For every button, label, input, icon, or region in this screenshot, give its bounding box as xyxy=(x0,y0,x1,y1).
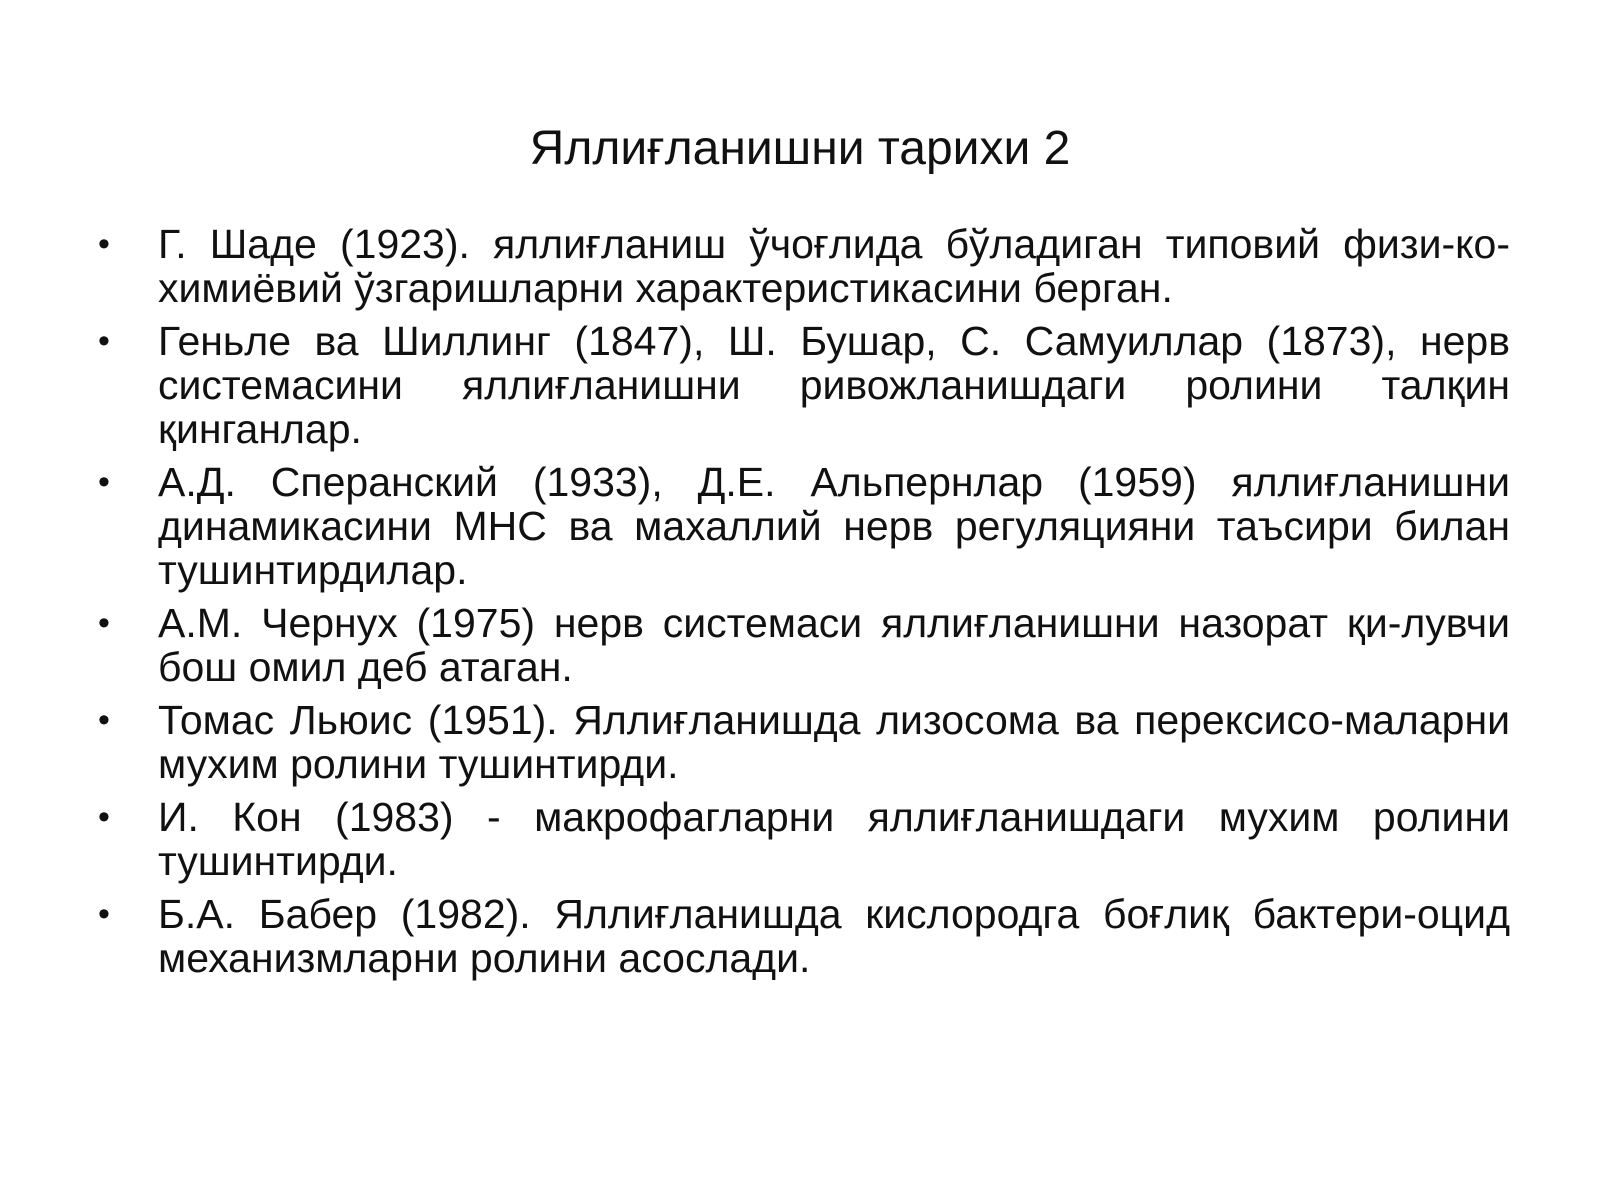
list-item xyxy=(96,460,1510,592)
list-item-text: Геньле ва Шиллинг (1847), Ш. Бушар, С. Самуиллар (1873), нерв системасини яллиғланишни ривожланишдаги ролини талқин қинганлар. xyxy=(158,318,1510,452)
list-item-text: И. Кон (1983) - макрофагларни яллиғланишдаги мухим ролини тушинтирди. xyxy=(158,794,1510,884)
list-item xyxy=(96,601,1510,689)
bullet-icon: • xyxy=(98,895,110,933)
bullet-icon: • xyxy=(98,604,110,642)
slide-title: Яллиғланишни тарихи 2 xyxy=(529,122,1071,175)
bullet-icon: • xyxy=(98,225,110,263)
list-item-text: Г. Шаде (1923). яллиғланиш ўчоғлида бўладиган типовий физи-ко-химиёвий ўзгаришларни характеристикасини берган. xyxy=(158,221,1510,311)
bullet-icon: • xyxy=(98,463,110,501)
bullet-list xyxy=(96,222,1510,989)
list-item-text: Б.А. Бабер (1982). Яллиғланишда кислородга боғлиқ бактери-оцид механизмларни ролини асослади. xyxy=(158,891,1510,981)
list-item xyxy=(96,222,1510,310)
list-item xyxy=(96,319,1510,451)
list-item-text: А.М. Чернух (1975) нерв системаси яллиғланишни назорат қи-лувчи бош омил деб атаган. xyxy=(158,600,1510,690)
list-item xyxy=(96,698,1510,786)
list-item xyxy=(96,892,1510,980)
bullet-icon: • xyxy=(98,798,110,836)
list-item xyxy=(96,795,1510,883)
list-item-text: Томас Льюис (1951). Яллиғланишда лизосома ва перексисо-маларни мухим ролини тушинтирди. xyxy=(158,697,1510,787)
list-item-text: А.Д. Сперанский (1933), Д.Е. Альпернлар (1959) яллиғланишни динамикасини МНС ва махаллий нерв регуляцияни таъсири билан тушинтирдилар. xyxy=(158,459,1510,593)
bullet-icon: • xyxy=(98,701,110,739)
bullet-icon: • xyxy=(98,322,110,360)
